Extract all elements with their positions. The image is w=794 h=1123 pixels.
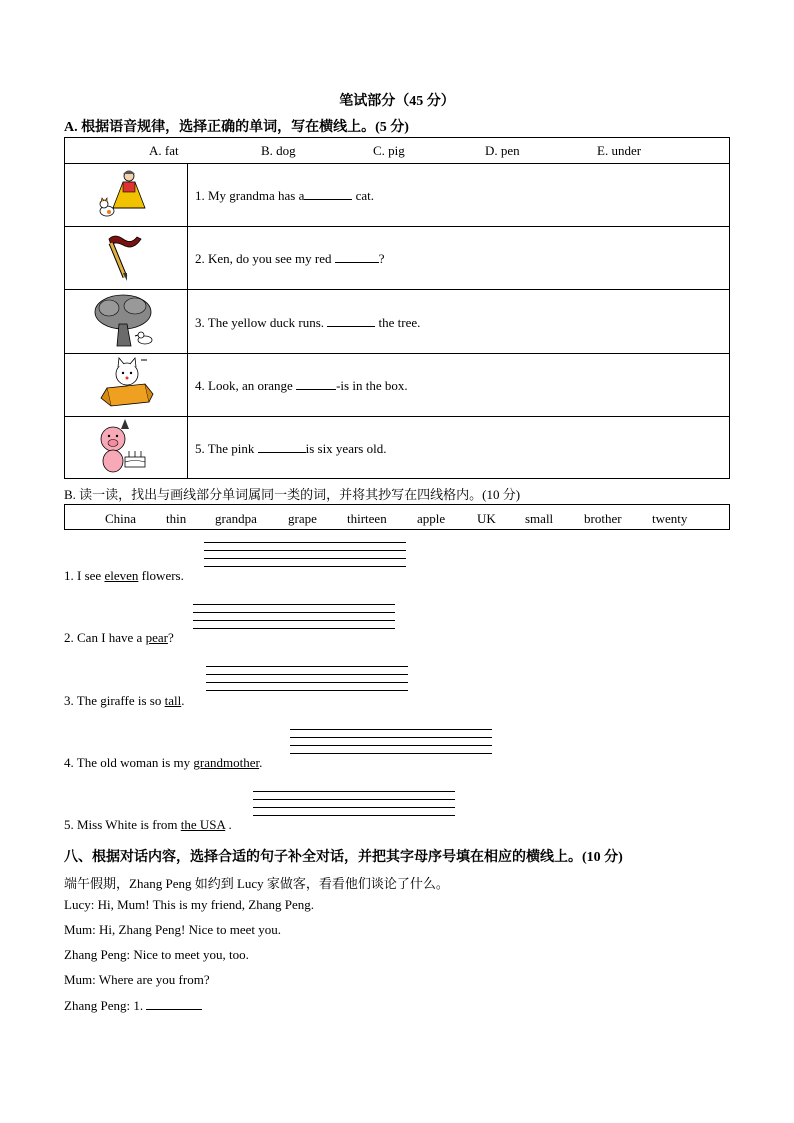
answer-blank[interactable] <box>296 377 336 390</box>
four-line-grid[interactable] <box>290 729 492 761</box>
question-b5: 5. Miss White is from the USA . <box>64 817 232 832</box>
section-a-table <box>64 137 730 479</box>
four-line-grid[interactable] <box>204 542 406 574</box>
dialogue-intro: 端午假期，Zhang Peng 如约到 Lucy 家做客，看看他们谈论了什么。 <box>64 876 449 891</box>
sentence-1: 1. My grandma has a cat. <box>195 188 375 203</box>
tree-with-duck-image <box>65 290 188 353</box>
page-title: 笔试部分（45 分） <box>339 94 455 109</box>
option-d: D. pen <box>485 143 520 158</box>
word-item: grape <box>288 511 317 526</box>
dog-in-box-image <box>65 354 188 416</box>
question-b4: 4. The old woman is my grandmother. <box>64 755 263 770</box>
question-b3: 3. The giraffe is so tall. <box>64 693 185 708</box>
dialogue-line: Zhang Peng: Nice to meet you, too. <box>64 947 249 962</box>
word-item: small <box>525 511 554 526</box>
word-item: brother <box>584 511 622 526</box>
sentence-3: 3. The yellow duck runs. the tree. <box>195 315 421 330</box>
answer-blank[interactable] <box>258 440 306 453</box>
section-8-heading: 八、根据对话内容，选择合适的句子补全对话，并把其字母序号填在相应的横线上。(10 分) <box>64 850 623 865</box>
option-a: A. fat <box>149 143 179 158</box>
pig-with-cake-image <box>65 417 188 478</box>
dialogue-line: Zhang Peng: 1. <box>64 997 202 1014</box>
answer-blank[interactable] <box>304 187 352 200</box>
sentence-5: 5. The pink is six years old. <box>195 441 387 456</box>
option-c: C. pig <box>373 143 405 158</box>
dialogue-line: Mum: Hi, Zhang Peng! Nice to meet you. <box>64 922 281 937</box>
table-row <box>65 164 729 227</box>
section-b-heading: B. 读一读，找出与画线部分单词属同一类的词，并将其抄写在四线格内。(10 分) <box>64 487 521 502</box>
grandma-with-cat-image <box>65 164 188 226</box>
word-item: apple <box>417 511 446 526</box>
word-item: China <box>105 511 137 526</box>
option-b: B. dog <box>261 143 296 158</box>
options-row <box>65 138 729 164</box>
word-item: grandpa <box>215 511 257 526</box>
word-bank <box>64 504 730 530</box>
table-row <box>65 290 729 354</box>
word-item: thirteen <box>347 511 387 526</box>
four-line-grid[interactable] <box>253 791 455 823</box>
answer-blank[interactable] <box>146 997 202 1010</box>
table-row <box>65 417 729 478</box>
question-b1: 1. I see eleven flowers. <box>64 568 184 583</box>
word-item: thin <box>166 511 187 526</box>
dialogue-line: Lucy: Hi, Mum! This is my friend, Zhang Peng. <box>64 897 314 912</box>
question-b2: 2. Can I have a pear? <box>64 630 174 645</box>
section-a-heading: A. 根据语音规律，选择正确的单词，写在横线上。(5 分) <box>64 120 409 135</box>
sentence-4: 4. Look, an orange -is in the box. <box>195 378 408 393</box>
answer-blank[interactable] <box>327 314 375 327</box>
pen-with-ink-image <box>65 227 188 289</box>
answer-blank[interactable] <box>335 250 379 263</box>
four-line-grid[interactable] <box>193 604 395 636</box>
dialogue-line: Mum: Where are you from? <box>64 972 210 987</box>
four-line-grid[interactable] <box>206 666 408 698</box>
sentence-2: 2. Ken, do you see my red ? <box>195 251 385 266</box>
option-e: E. under <box>597 143 642 158</box>
table-row <box>65 227 729 290</box>
table-row <box>65 354 729 417</box>
word-item: twenty <box>652 511 688 526</box>
word-item: UK <box>477 511 496 526</box>
